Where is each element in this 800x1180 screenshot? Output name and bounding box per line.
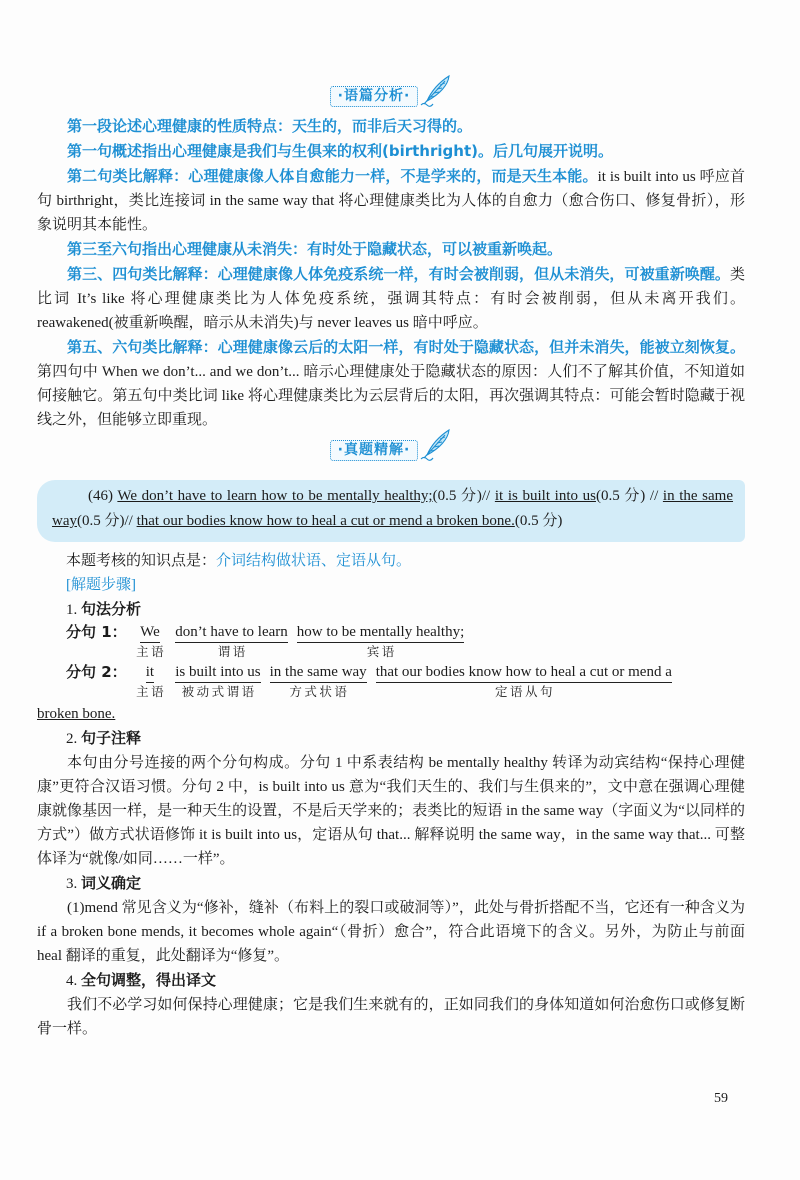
segment-text: We [140,622,160,643]
segment-separator: // [649,488,659,504]
segment-text: how to be mentally healthy; [297,622,464,643]
analysis-highlight: 第二句类比解释：心理健康像人体自愈能力一样，不是学来的，而是天生本能。 [67,167,598,185]
section-title-badge: ·真题精解· [330,440,419,461]
clause-2-continuation [37,702,745,726]
step-number: 3. [66,876,78,892]
step-heading-annotation [37,726,745,751]
segment-role: 被动式谓语 [181,685,257,699]
step-annotation-text: 本句由分号连接的两个分句构成。分句 1 中系表结构 be mentally healthy 转译为动宾结构“保持心理健康”更符合汉语习惯。分句 2 中，is built into us 意为“我们天生的、我们与生俱来的”，文中意在强调心理健康就像基因一样，是一种天生的设置，不是后天学来的；表类比的短语 in the same way（字面义为“以同样的方式”）做方式状语修饰 it is built into us，定语从句 that... 解释说明 the same way，in the same way that... 可整体译为“就像/如同……一样”。 [37,755,745,867]
step-title: 句子注释 [81,729,142,747]
clause-segment-subject [134,662,167,701]
analysis-highlight: 第三至六句指出心理健康从未消失：有时处于隐藏状态，可以被重新唤起。 [67,240,563,258]
clause-segment-object [297,622,464,661]
knowledge-point [37,549,745,573]
steps-label: [解题步骤] [66,577,136,593]
step-title: 词义确定 [81,874,142,892]
step-heading-syntax [37,597,745,622]
segment-text: don’t have to learn [175,622,288,643]
clause-segment-predicate [175,622,288,661]
clause-segment-passive-predicate [175,662,260,701]
step-heading-translation [37,968,745,993]
segment-score: (0.5 分) [77,513,125,529]
step-number: 2. [66,731,78,747]
clause-segment-adverbial [270,662,367,701]
segment-text: that our bodies know how to heal a cut or mend a [376,662,672,683]
knowledge-points: 介词结构做状语、定语从句。 [216,553,412,569]
step-title: 句法分析 [81,600,142,618]
analysis-paragraph [37,164,745,237]
segment-separator: // [481,488,491,504]
answer-segment: in the same way [52,488,734,529]
quill-pen-icon [420,73,452,107]
segment-role: 宾语 [366,645,397,659]
step-translation-text: 我们不必学习如何保持心理健康；它是我们生来就有的，正如同我们的身体知道如何治愈伤口或修复断骨一样。 [37,997,745,1037]
step-number: 1. [66,602,78,618]
clause-segment-subject [134,622,167,661]
clause-label: 分句 2： [66,663,127,681]
segment-role: 主语 [136,685,167,699]
step-heading-word-meaning [37,871,745,896]
segment-role: 谓语 [217,645,248,659]
clause-1-analysis [37,622,745,662]
knowledge-prefix: 本题考核的知识点是： [66,553,217,569]
segment-text: broken bone. [37,706,116,722]
analysis-paragraph [37,335,745,432]
page-number: 59 [714,1091,728,1106]
segment-separator: // [124,513,133,529]
segment-score: (0.5 分) [432,488,482,504]
analysis-paragraph [37,114,745,139]
answer-box [37,480,745,542]
analysis-paragraph [37,139,745,164]
analysis-paragraph [37,262,745,335]
segment-text: it [146,662,154,683]
section-heading-discourse-analysis [37,82,745,110]
step-word-meaning-text: (1)mend 常见含义为“修补，缝补（布料上的裂口或破洞等）”，此处与骨折搭配不当，它还有一种含义为 if a broken bone mends, it becomes whole again“（骨折）愈合”，符合此语境下的含义。另外，为防止与前面 heal 翻译的重复，此处翻译为“修复”。 [37,900,745,964]
question-number: (46) [88,488,113,504]
step-title: 全句调整，得出译文 [81,971,217,989]
clause-label: 分句 1： [66,623,127,641]
segment-text: in the same way [270,662,367,683]
answer-segment: We don’t have to learn how to be mentally healthy; [117,488,433,504]
analysis-highlight: 第五、六句类比解释：心理健康像云后的太阳一样，有时处于隐藏状态，但并未消失，能被立刻恢复。 [67,338,745,356]
answer-segment: it is built into us [494,488,596,504]
step-number: 4. [66,973,78,989]
segment-role: 方式状语 [289,685,350,699]
segment-role: 主语 [136,645,167,659]
discourse-analysis [37,114,745,432]
page-content [37,82,745,1041]
analysis-paragraph [37,237,745,262]
quill-pen-icon [420,427,452,461]
segment-score: (0.5 分) [595,488,646,504]
segment-text: is built into us [175,662,260,683]
section-title-badge: ·语篇分析· [330,86,419,107]
analysis-text: 第四句中 When we don’t... and we don’t... 暗示心理健康处于隐藏状态的原因：人们不了解其价值，不知道如何接触它。第五句中类比词 like 将心理健康类比为云层背后的太阳，再次强调其特点：可能会暂时隐藏于视线之外，但能够立即重现。 [37,364,745,428]
analysis-highlight: 第一句概述指出心理健康是我们与生俱来的权利(birthright)。后几句展开说明。 [67,142,613,160]
segment-role: 定语从句 [495,685,556,699]
segment-score: (0.5 分) [514,513,563,529]
clause-segment-attributive-clause [376,662,672,701]
section-heading-exam-analysis [37,436,745,464]
analysis-text: 类比词 It’s like 将心理健康类比为人体免疫系统，强调其特点：有时会被削弱，但从未离开我们。reawakened(被重新唤醒，暗示从未消失)与 never leaves us 暗中呼应。 [37,267,745,331]
analysis-text: it is built into us 呼应首句 birthright，类比连接词 in the same way that 将心理健康类比为人体的自愈力（愈合伤口、修复骨折），形象说明其本能性。 [37,169,745,233]
analysis-highlight: 第三、四句类比解释：心理健康像人体免疫系统一样，有时会被削弱，但从未消失，可被重新唤醒。 [67,265,730,283]
answer-segment: that our bodies know how to heal a cut or mend a broken bone. [136,513,515,529]
clause-2-analysis [37,662,745,702]
analysis-highlight: 第一段论述心理健康的性质特点：天生的，而非后天习得的。 [67,117,473,135]
